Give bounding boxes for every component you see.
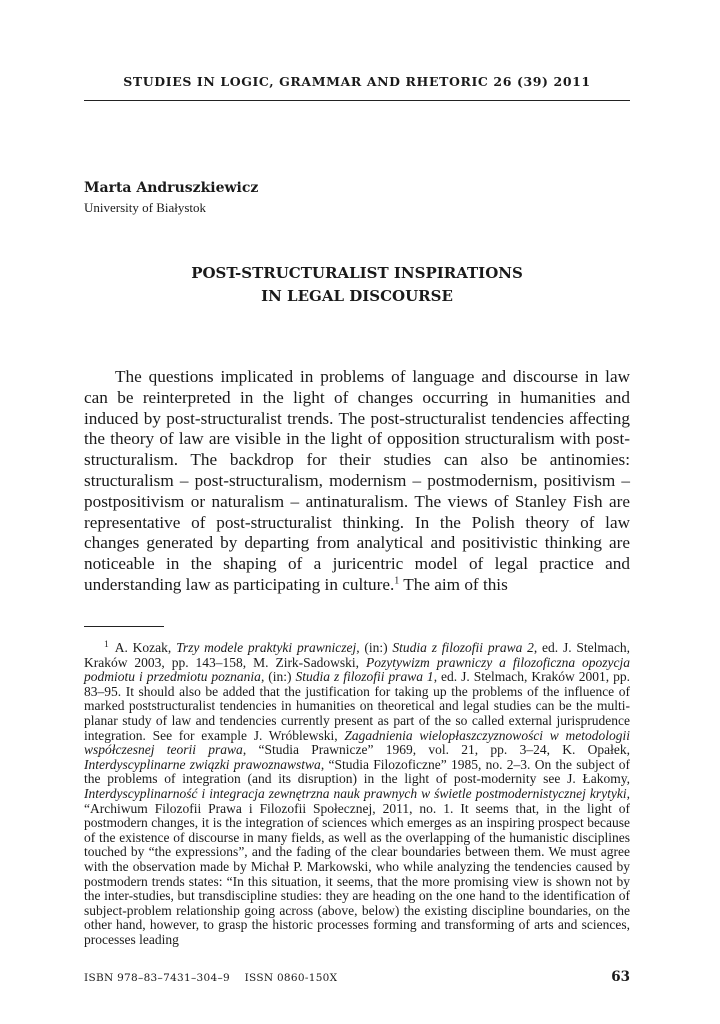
footnote-text-segment: , (in:) (260, 669, 296, 685)
footnote-text-segment: , “Studia Prawnicze” 1969, vol. 21, pp. 3–24, K. Opałek, (242, 742, 630, 758)
footnote-title-italic: Trzy modele praktyki prawniczej (176, 640, 357, 655)
body-paragraph (84, 367, 630, 596)
page-number: 63 (611, 969, 630, 985)
footnote-1 (84, 641, 630, 947)
footnote-text-segment: , “Studia Filozoficzne” 1985, no. 2–3. On the subject of the problems of integration (and its disruption) in the light of post-modernity see J. Łakomy, (84, 756, 631, 787)
footnote-text-segment: A. Kozak, (114, 640, 177, 655)
footnote-marker[interactable]: 1 (394, 575, 400, 587)
article-title (84, 262, 630, 308)
title-line-1: POST-STRUCTURALIST INSPIRATIONS (191, 264, 523, 282)
footnote-title-italic: Zagadnienia wielopłaszczyznowości w metodologii współczesnej teorii prawa (84, 727, 630, 758)
footnote-title-italic: Interdyscyplinarne związki prawoznawstwa (84, 756, 321, 772)
header-rule (84, 100, 630, 101)
author-name: Marta Andruszkiewicz (84, 180, 259, 196)
footnote-title-italic: Interdyscyplinarność i integracja zewnętrzna nauk prawnych w świetle postmodernistycznej krytyki (84, 785, 627, 801)
footnote-text-segment: , ed. J. Stelmach, Kraków 2003, pp. 143–158, M. Zirk-Sadowski, (84, 640, 631, 670)
footnote-title-italic: Studia z filozofii prawa 2 (392, 640, 534, 655)
author-affiliation: University of Białystok (84, 200, 207, 215)
footnote-rule (84, 626, 164, 627)
title-line-2: IN LEGAL DISCOURSE (261, 287, 453, 305)
footnote-text (84, 640, 630, 947)
body-text-tail: The aim of this (399, 574, 508, 594)
footnote-text-segment: , ed. J. Stelmach, Kraków 2001, pp. 83–95. It should also be added that the justification for taking up the problems of the influence of marked poststructuralist tendencies in humanities on theoretical and legal studies can be the multi-planar study of law and tendencies currently present as part of the so called external jurisprudence integration. See for example J. Wróblewski, (84, 669, 630, 743)
body-text: The questions implicated in problems of language and discourse in law can be reinterpreted in the light of changes occurring in humanities and induced by post-structuralist trends. The post-structuralist tendencies affecting the theory of law are visible in the light of opposition structuralism with post-structuralism. The backdrop for their studies can also be antinomies: structuralism – post-structuralism, modernism – postmodernism, positivism – postpositivism or naturalism – antinaturalism. The views of Stanley Fish are representative of post-structuralist thinking. In the Polish theory of law changes generated by departing from analytical and positivistic thinking are noticeable in the shaping of a juricentric model of legal practice and understanding law as participating in culture. (84, 367, 630, 594)
footnote-text-segment: , “Archiwum Filozofii Prawa i Filozofii Społecznej, 2011, no. 1. It seems that, in the light of postmodern changes, it is the integration of sciences which emerges as an inspiring prospect because of the existence of discourse in many fields, as well as the overlapping of the humanistic disciplines touched by “the expressions”, and the fading of the clear boundaries between them. We must agree with the observation made by Michał P. Markowski, who while analyzing the tendencies caused by postmodern trends states: “In this situation, it seems, that the more promising view is shown not by the inter-studies, but transdiscipline studies: they are heading on the one hand to the identification of subject-problem relationship going across (above, below) the existing discipline boundaries, on the other hand, however, to grasp the historic processes forming and transforming of arts and sciences, processes leading (84, 785, 630, 947)
footnote-title-italic: Studia z filozofii prawa 1 (295, 669, 434, 685)
footnote-title-italic: Pozytywizm prawniczy a filozoficzna opozycja podmiotu i przedmiotu poznania (84, 654, 631, 685)
footnote-number: 1 (104, 639, 109, 650)
footnote-text-segment: , (in:) (356, 640, 393, 655)
footer-isbn: ISBN 978–83–7431–304–9 ISSN 0860-150X (84, 972, 338, 984)
running-head: STUDIES IN LOGIC, GRAMMAR AND RHETORIC 26 (39) 2011 (123, 74, 591, 89)
